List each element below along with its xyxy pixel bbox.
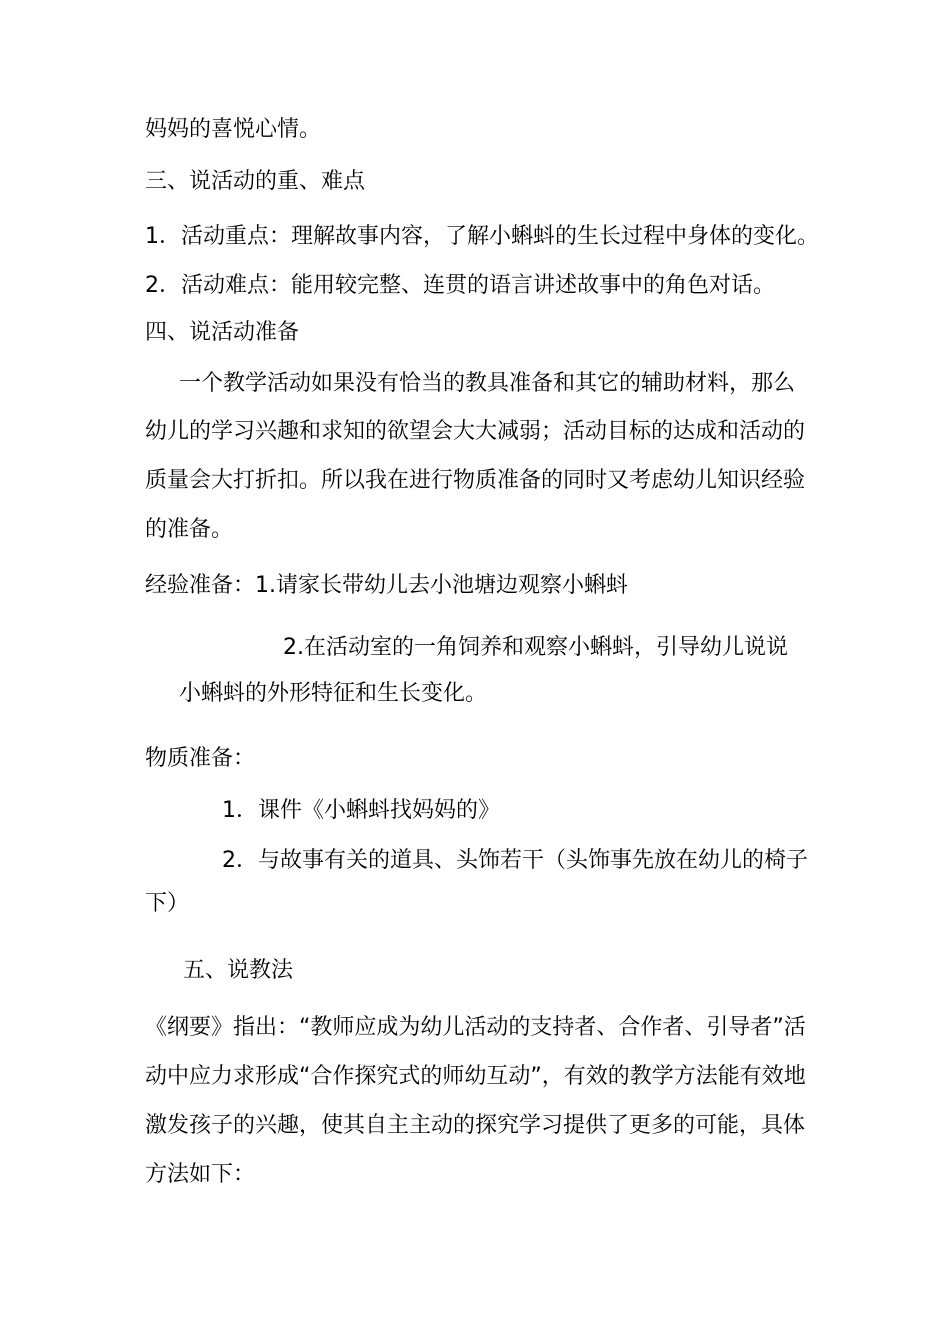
list-item: 2．与故事有关的道具、头饰若干（头饰事先放在幼儿的椅子 bbox=[222, 848, 808, 873]
section-heading: 五、说教法 bbox=[183, 958, 294, 983]
text-line: 妈妈的喜悦心情。 bbox=[145, 117, 322, 142]
text-line: 动中应力求形成“合作探究式的师幼互动”，有效的教学方法能有效地 bbox=[145, 1064, 806, 1089]
text-line: 1．活动重点：理解故事内容，了解小蝌蚪的生长过程中身体的变化。 bbox=[145, 224, 819, 249]
text-line: 下） bbox=[145, 891, 190, 916]
section-heading: 物质准备： bbox=[145, 746, 256, 771]
text-line: 一个教学活动如果没有恰当的教具准备和其它的辅助材料，那么 bbox=[179, 371, 796, 396]
text-line: 幼儿的学习兴趣和求知的欲望会大大减弱；活动目标的达成和活动的 bbox=[145, 419, 806, 444]
text-line: 激发孩子的兴趣，使其自主主动的探究学习提供了更多的可能，具体 bbox=[145, 1113, 806, 1138]
text-line: 方法如下： bbox=[145, 1162, 256, 1187]
text-line: 的准备。 bbox=[145, 517, 234, 542]
text-line: 2．活动难点：能用较完整、连贯的语言讲述故事中的角色对话。 bbox=[145, 273, 775, 298]
text-line: 质量会大打折扣。所以我在进行物质准备的同时又考虑幼儿知识经验 bbox=[145, 468, 806, 493]
text-line: 经验准备：1.请家长带幼儿去小池塘边观察小蝌蚪 bbox=[145, 573, 628, 598]
list-item: 1．课件《小蝌蚪找妈妈的》 bbox=[222, 798, 500, 823]
text-line: 小蝌蚪的外形特征和生长变化。 bbox=[179, 681, 488, 706]
text-line: 2.在活动室的一角饲养和观察小蝌蚪，引导幼儿说说 bbox=[283, 635, 788, 660]
section-heading: 三、说活动的重、难点 bbox=[145, 169, 366, 194]
text-line: 《纲要》指出：“教师应成为幼儿活动的支持者、合作者、引导者”活 bbox=[145, 1015, 806, 1040]
section-heading: 四、说活动准备 bbox=[145, 320, 300, 345]
